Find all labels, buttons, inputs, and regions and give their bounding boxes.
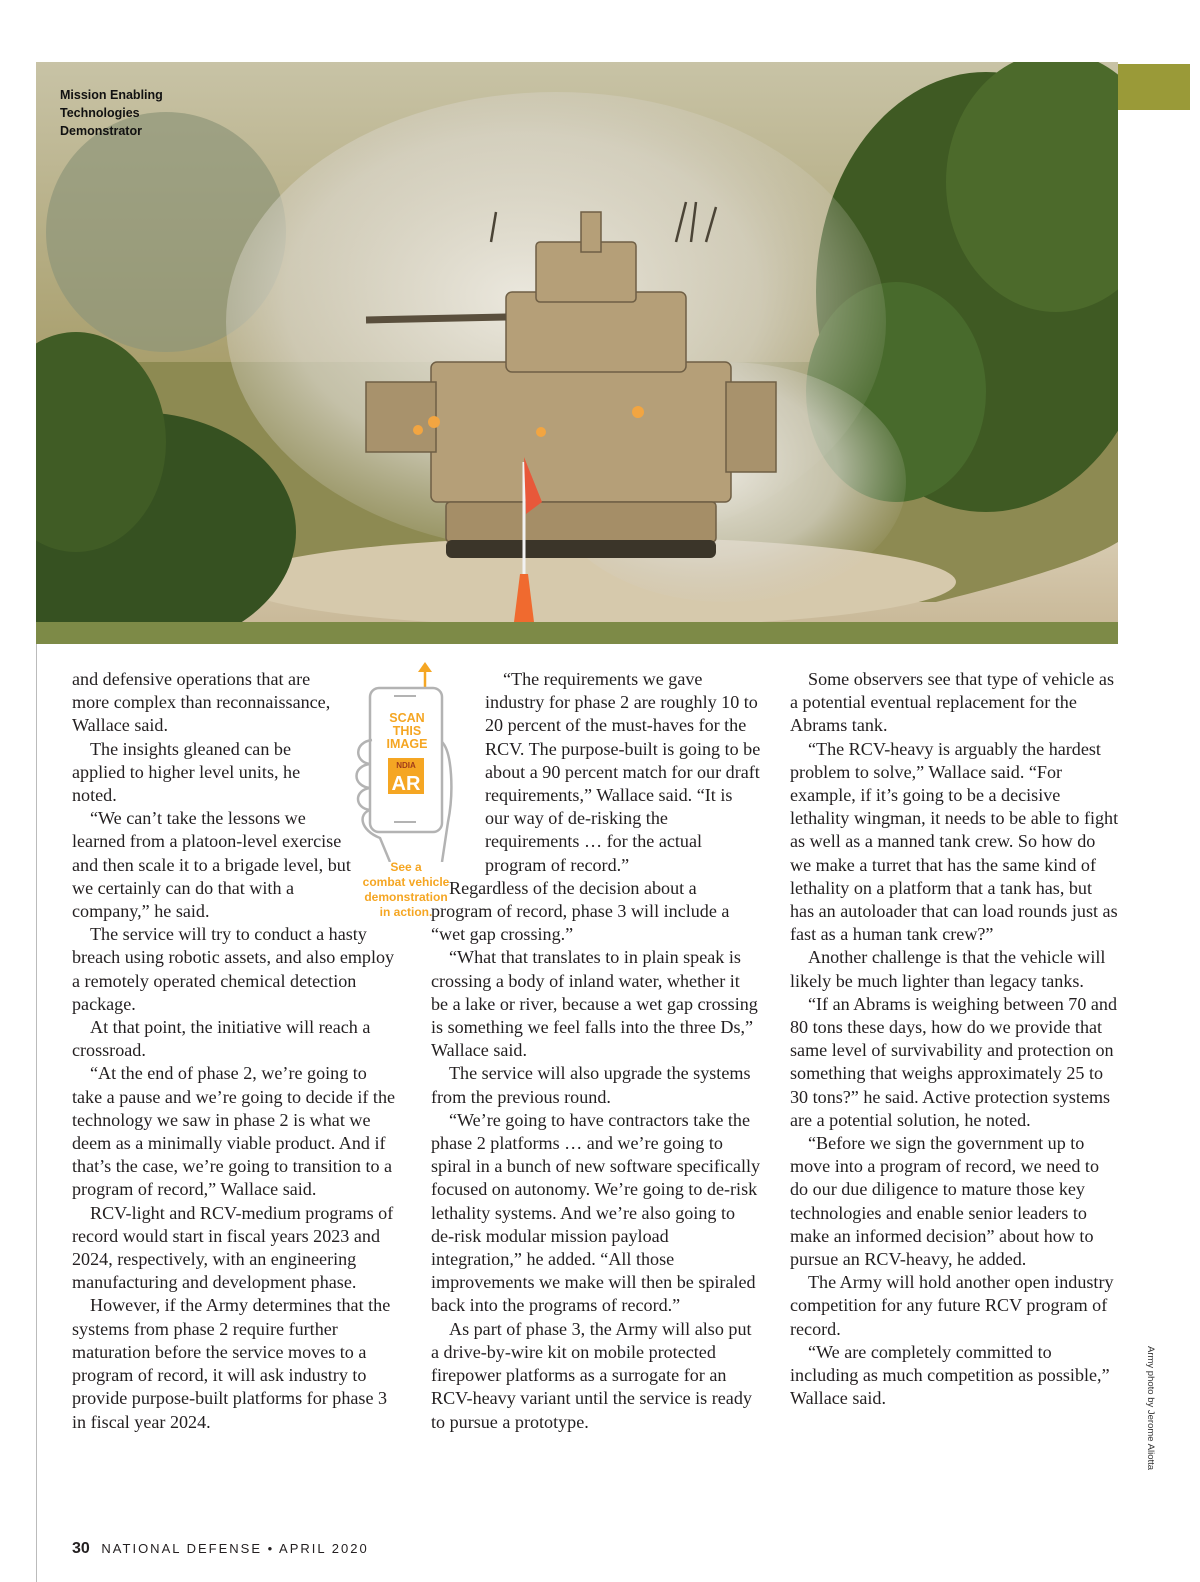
paragraph: As part of phase 3, the Army will also put a drive-by-wire kit on mobile protected firepower platforms as a surrogate for an RCV-heavy variant until the service is ready to pursue a prototype. (431, 1318, 752, 1432)
paragraph: However, if the Army determines that the systems from phase 2 require further maturation before the service moves to a program of record, it will ask industry to provide purpose-built platforms for phase 3 in fiscal year 2024. (72, 1295, 391, 1432)
paragraph: RCV-light and RCV-medium programs of record would start in fiscal years 2023 and 2024, respectively, with an engineering manufacturing and development phase. (72, 1202, 394, 1293)
article-column-2 (431, 668, 761, 1434)
paragraph: At that point, the initiative will reach a crossroad. (72, 1017, 371, 1061)
scan-label-line: THIS (392, 724, 422, 738)
vehicle-photo (36, 62, 1118, 644)
photo-caption-line: Demonstrator (60, 124, 142, 138)
ar-caption-line: demonstration (364, 890, 448, 904)
paragraph: “If an Abrams is weighing between 70 and 80 tons these days, how do we provide that same level of survivability and protection on something that weighs approximately 25 to 30 tons?” he said. Active protection systems are a potential solution, he noted. (790, 993, 1118, 1130)
photo-caption-line: Mission Enabling (60, 88, 163, 102)
tracked-combat-vehicle-photo (36, 62, 1118, 644)
ar-badge-main: AR (391, 773, 421, 795)
paragraph: “We can’t take the lessons we learned from a platoon-level exercise and then scale it to a brigade level, but we certainly can do that with a company,” he said. (72, 808, 351, 922)
paragraph: “We’re going to have contractors take the phase 2 platforms … and we’re going to spiral in a bunch of new software specifically focused on autonomy. We’re going to de-risk lethality systems. And we’re also going to de-risk modular mission payload integration,” he added. “All those improvements we make will then be spiraled back into the programs of record.” (431, 1109, 761, 1316)
publication-line: NATIONAL DEFENSE • APRIL 2020 (101, 1541, 369, 1556)
paragraph: “At the end of phase 2, we’re going to take a pause and we’re going to decide if the technology we saw in phase 2 is what we deem as a minimally viable product. And if that’s the case, we’re going to transition to a program of record,” Wallace said. (72, 1063, 396, 1200)
paragraph: “The requirements we gave industry for phase 2 are roughly 10 to 20 percent of the must-haves for the RCV. The purpose-built is going to be about a 90 percent match for our draft requirements,” Wallace said. “It is our way of de-risking the requirements … for the actual program of record.” (485, 669, 761, 875)
paragraph: The service will try to conduct a hasty breach using robotic assets, and also employ a remotely operated chemical detection package. (72, 924, 395, 1014)
paragraph: The insights gleaned can be applied to higher level units, he noted. (72, 738, 301, 806)
article-column-1 (72, 668, 400, 1434)
page-footer (72, 1540, 369, 1558)
ar-caption-line: See a (390, 860, 422, 874)
paragraph: “What that translates to in plain speak is crossing a body of inland water, whether it be a lake or river, because a wet gap crossing is something we feel falls into the three Ds,” Wallace said. (431, 947, 758, 1061)
paragraph: Some observers see that type of vehicle as a potential eventual replacement for the Abrams tank. (790, 669, 1114, 736)
paragraph: “The RCV-heavy is arguably the hardest problem to solve,” Wallace said. “For example, if it’s going to be a decisive lethality wingman, it needs to be able to fight as well as a manned tank crew. So how do we make a turret that has the same kind of lethality on a platform that a tank has, but has an autoloader that can load rounds just as fast as a human tank crew?” (790, 738, 1119, 945)
page-number: 30 (72, 1540, 90, 1557)
scan-label-line: SCAN (389, 711, 425, 725)
paragraph: Regardless of the decision about a program of record, phase 3 will include a “wet gap crossing.” (431, 877, 730, 945)
article-column-3 (790, 668, 1120, 1411)
ar-badge-top: NDIA (396, 761, 416, 770)
paragraph: “We are completely committed to including as much competition as possible,” Wallace said. (790, 1341, 1110, 1409)
paragraph: and defensive operations that are more complex than reconnaissance, Wallace said. (72, 669, 331, 736)
section-color-tab (1118, 64, 1190, 110)
scan-label-line: IMAGE (386, 737, 428, 751)
paragraph: Another challenge is that the vehicle will likely be much lighter than legacy tanks. (790, 947, 1106, 991)
photo-caption-line: Technologies (60, 106, 140, 120)
photo-credit: Army photo by Jerome Aliotta (1145, 1346, 1156, 1471)
ar-caption-line: combat vehicle (362, 875, 450, 889)
paragraph: The service will also upgrade the systems from the previous round. (431, 1063, 751, 1107)
paragraph: The Army will hold another open industry competition for any future RCV program of record. (790, 1272, 1114, 1339)
paragraph: “Before we sign the government up to move into a program of record, we need to do our due diligence to mature those key technologies and enable senior leaders to make an informed decision” about how to pursue an RCV-heavy, he added. (790, 1133, 1099, 1270)
page-edge-rule (36, 644, 37, 1582)
photo-caption (60, 86, 200, 140)
ar-caption-line: in action. (379, 905, 433, 919)
